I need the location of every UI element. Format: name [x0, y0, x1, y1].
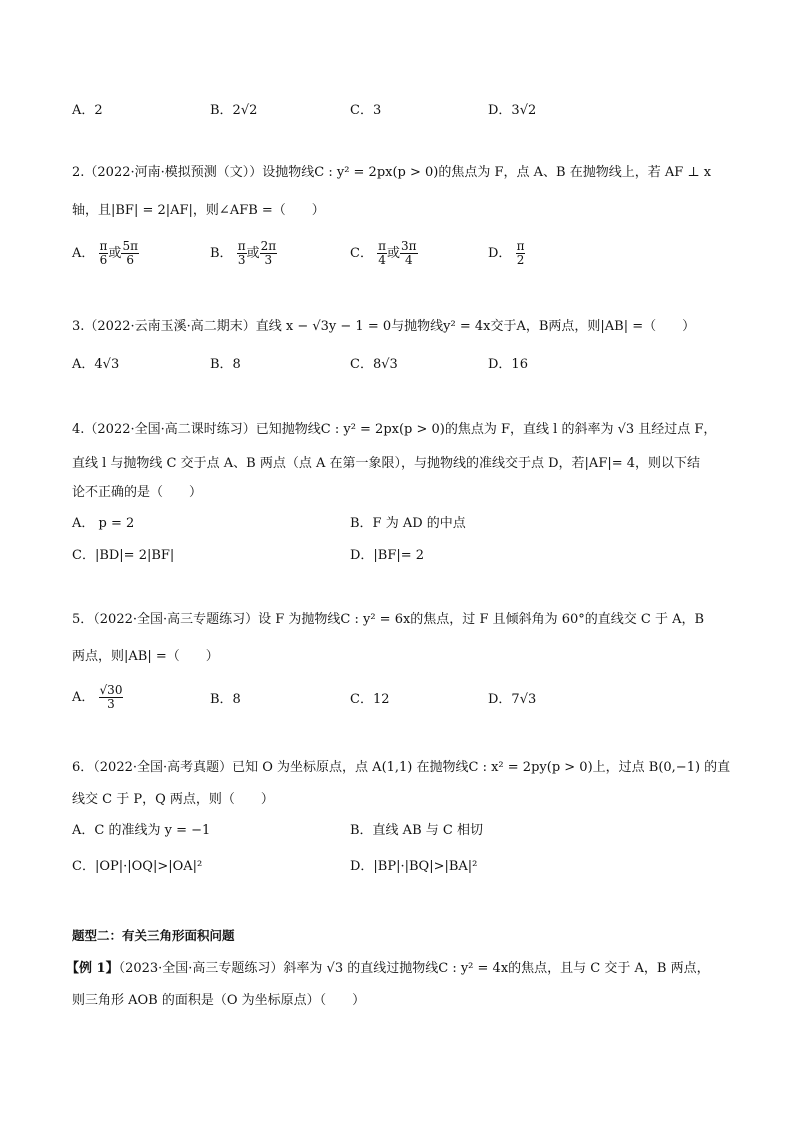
- q2-option-b-frac2: $\frac{2\pi}{3}$: [260, 239, 277, 267]
- q5-option-a-frac: $\frac{√30}{3}$: [99, 683, 123, 711]
- q6-option-b: B．直线 AB 与 C 相切: [350, 823, 483, 838]
- q2-option-c-frac1: $\frac{\pi}{4}$: [378, 239, 386, 267]
- q4-option-a: A． p = 2: [72, 516, 135, 531]
- q2-option-a-label: A．: [72, 246, 95, 261]
- q2-option-c-label: C．: [350, 246, 373, 261]
- q6-stem-line2: 线交 C 于 P，Q 两点，则（ ）: [72, 792, 274, 807]
- q2-option-a-frac2: $\frac{5\pi}{6}$: [122, 239, 138, 267]
- q2-option-c-frac2: $\frac{3\pi}{4}$: [401, 239, 417, 267]
- q6-stem-line1: 6．（2022·全国·高考真题）已知 O 为坐标原点，点 A(1,1) 在抛物线C : x² = 2py(p > 0)上，过点 B(0,−1) 的直: [72, 760, 731, 775]
- example-1-line1: [66, 959, 710, 979]
- q5-option-a-label: A．: [72, 690, 95, 705]
- q6-option-c: C．|OP|·|OQ|>|OA|²: [72, 859, 203, 874]
- q2-option-a-or: 或: [108, 246, 122, 261]
- q3-option-d: D．16: [488, 357, 528, 372]
- example-1-line2: 则三角形 AOB 的面积是（O 为坐标原点）（ ）: [72, 993, 366, 1008]
- q3-option-a: A．4√3: [72, 357, 120, 372]
- q4-option-b: B．F 为 AD 的中点: [350, 516, 466, 531]
- q6-option-a: A．C 的准线为 y = −1: [72, 823, 211, 838]
- q4-stem-line3: 论不正确的是（ ）: [72, 485, 203, 500]
- q2-option-d-frac1: $\frac{\pi}{2}$: [516, 239, 525, 267]
- q2-stem-line1: 2.（2022·河南·模拟预测（文））设抛物线C : y² = 2px(p > 0)的焦点为 F，点 A、B 在抛物线上，若 AF ⊥ x: [72, 165, 712, 180]
- q3-stem-line1: 3.（2022·云南玉溪·高二期末）直线 x − √3y − 1 = 0与抛物线y² = 4x交于A，B两点，则|AB| =（ ）: [72, 319, 696, 334]
- q5-stem-line1: 5．（2022·全国·高三专题练习）设 F 为抛物线C : y² = 6x的焦点，过 F 且倾斜角为 60°的直线交 C 于 A，B: [72, 612, 705, 627]
- example-1-label: 【例 1】: [66, 961, 119, 976]
- q4-stem-line2: 直线 l 与抛物线 C 交于点 A、B 两点（点 A 在第一象限），与抛物线的准线交于点 D，若|AF|= 4，则以下结: [72, 456, 701, 471]
- q2-option-c-or: 或: [386, 246, 400, 261]
- q1-option-b: B．2√2: [210, 103, 258, 118]
- q5-option-a: [72, 684, 123, 711]
- section-title: 题型二：有关三角形面积问题: [72, 928, 235, 943]
- q1-option-a: A．2: [72, 103, 103, 118]
- q5-stem-line2: 两点，则|AB| =（ ）: [72, 649, 219, 664]
- q4-stem-line1: 4.（2022·全国·高二课时练习）已知抛物线C : y² = 2px(p > 0)的焦点为 F，直线 l 的斜率为 √3 且经过点 F，: [72, 422, 717, 437]
- q4-option-c: C．|BD|= 2|BF|: [72, 548, 175, 563]
- q2-option-b-label: B．: [210, 246, 233, 261]
- q3-option-c: C．8√3: [350, 357, 398, 372]
- q5-option-b: B．8: [210, 692, 241, 707]
- q3-option-b: B．8: [210, 357, 241, 372]
- q2-option-a-frac1: $\frac{\pi}{6}$: [99, 239, 108, 267]
- q5-option-c: C．12: [350, 692, 390, 707]
- q2-option-b-frac1: $\frac{\pi}{3}$: [237, 239, 246, 267]
- q4-option-d: D．|BF|= 2: [350, 548, 425, 563]
- q6-option-d: D．|BP|·|BQ|>|BA|²: [350, 859, 478, 874]
- q2-option-a: [72, 240, 139, 267]
- example-1-text: （2023·全国·高三专题练习）斜率为 √3 的直线过抛物线C : y² = 4x的焦点，且与 C 交于 A，B 两点，: [118, 961, 710, 976]
- q2-option-d: [488, 240, 525, 267]
- q1-option-c: C．3: [350, 103, 382, 118]
- q2-option-b-or: 或: [246, 246, 260, 261]
- q2-stem-line2: 轴，且|BF| = 2|AF|，则∠AFB =（ ）: [72, 203, 325, 218]
- q2-option-b: [210, 240, 277, 267]
- q2-option-c: [350, 240, 418, 267]
- q5-option-d: D．7√3: [488, 692, 537, 707]
- q1-option-d: D．3√2: [488, 103, 537, 118]
- q2-option-d-label: D．: [488, 246, 512, 261]
